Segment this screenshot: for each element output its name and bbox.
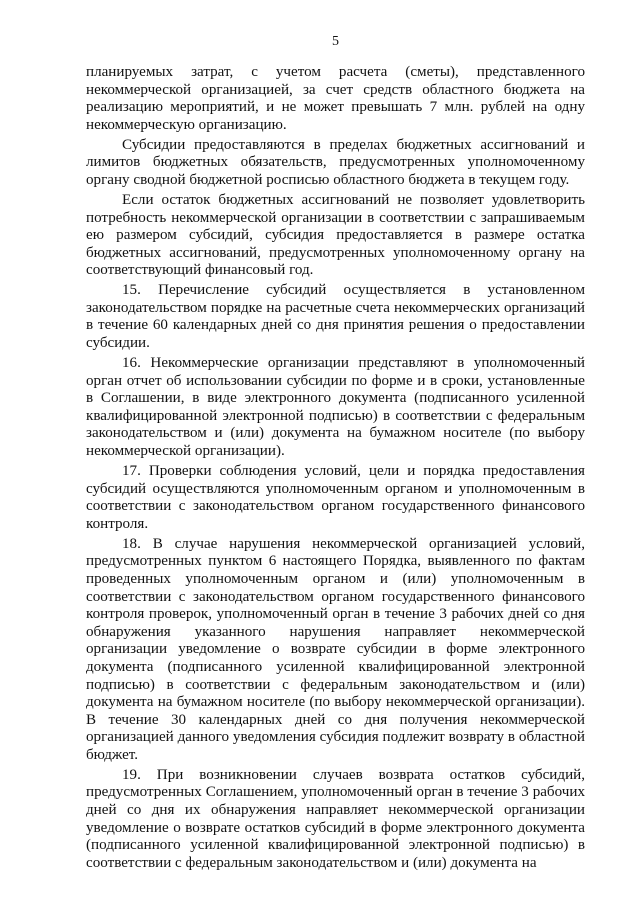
paragraph-item-18: 18. В случае нарушения некоммерческой организацией условий, предусмотренных пунктом 6 настоящего Порядка, выявленного по фактам проведенных уполномоченным органом и (или) уполномоченным в соответствии с законодательством органом государственного финансового контроля проверок, уполномоченный орган в течение 3 рабочих дней со дня обнаружения указанного нарушения направляет некоммерческой организации уведомление о возврате субсидии в форме электронного документа (подписанного усиленной квалифицированной электронной подписью) в соответствии с федеральным законодательством и (или) документа на бумажном носителе (по выбору некоммерческой организации). В течение 30 календарных дней со дня получения некоммерческой организацией данного уведомления субсидия подлежит возврату в областной бюджет. <box>86 535 585 763</box>
paragraph-item-15: 15. Перечисление субсидий осуществляется в установленном законодательством порядке на расчетные счета некоммерческих организаций в течение 60 календарных дней со дня принятия решения о предоставлении субсидии. <box>86 282 585 352</box>
paragraph-subsidy-limits: Субсидии предоставляются в пределах бюджетных ассигнований и лимитов бюджетных обязательств, предусмотренных уполномоченному органу сводной бюджетной росписью областного бюджета в текущем году. <box>86 136 585 188</box>
paragraph-item-16: 16. Некоммерческие организации представляют в уполномоченный орган отчет об использовании субсидии по форме и в сроки, установленные в Соглашении, в виде электронного документа (подписанного усиленной квалифицированной электронной подписью) в соответствии с федеральным законодательством и (или) документа на бумажном носителе (по выбору некоммерческой организации). <box>86 355 585 460</box>
paragraph-item-19: 19. При возникновении случаев возврата остатков субсидий, предусмотренных Соглашением, уполномоченный орган в течение 3 рабочих дней со дня их обнаружения направляет некоммерческой организации уведомление о возврате остатков субсидий в форме электронного документа (подписанного усиленной квалифицированной электронной подписью) в соответствии с федеральным законодательством и (или) документа на <box>86 766 585 871</box>
paragraph-continuation: планируемых затрат, с учетом расчета (сметы), представленного некоммерческой организацией, за счет средств областного бюджета на реализацию мероприятий, и не может превышать 7 млн. рублей на одну некоммерческую организацию. <box>86 64 585 133</box>
page-number: 5 <box>332 34 339 49</box>
paragraph-item-17: 17. Проверки соблюдения условий, цели и порядка предоставления субсидий осуществляются уполномоченным органом и уполномоченным в соответствии с законодательством органом государственного финансового контроля. <box>86 463 585 532</box>
paragraph-budget-remainder: Если остаток бюджетных ассигнований не позволяет удовлетворить потребность некоммерческой организации в соответствии с запрашиваемым ею размером субсидий, субсидия предоставляется в размере остатка бюджетных ассигнований, предусмотренных уполномоченному органу на соответствующий финансовый год. <box>86 191 585 279</box>
